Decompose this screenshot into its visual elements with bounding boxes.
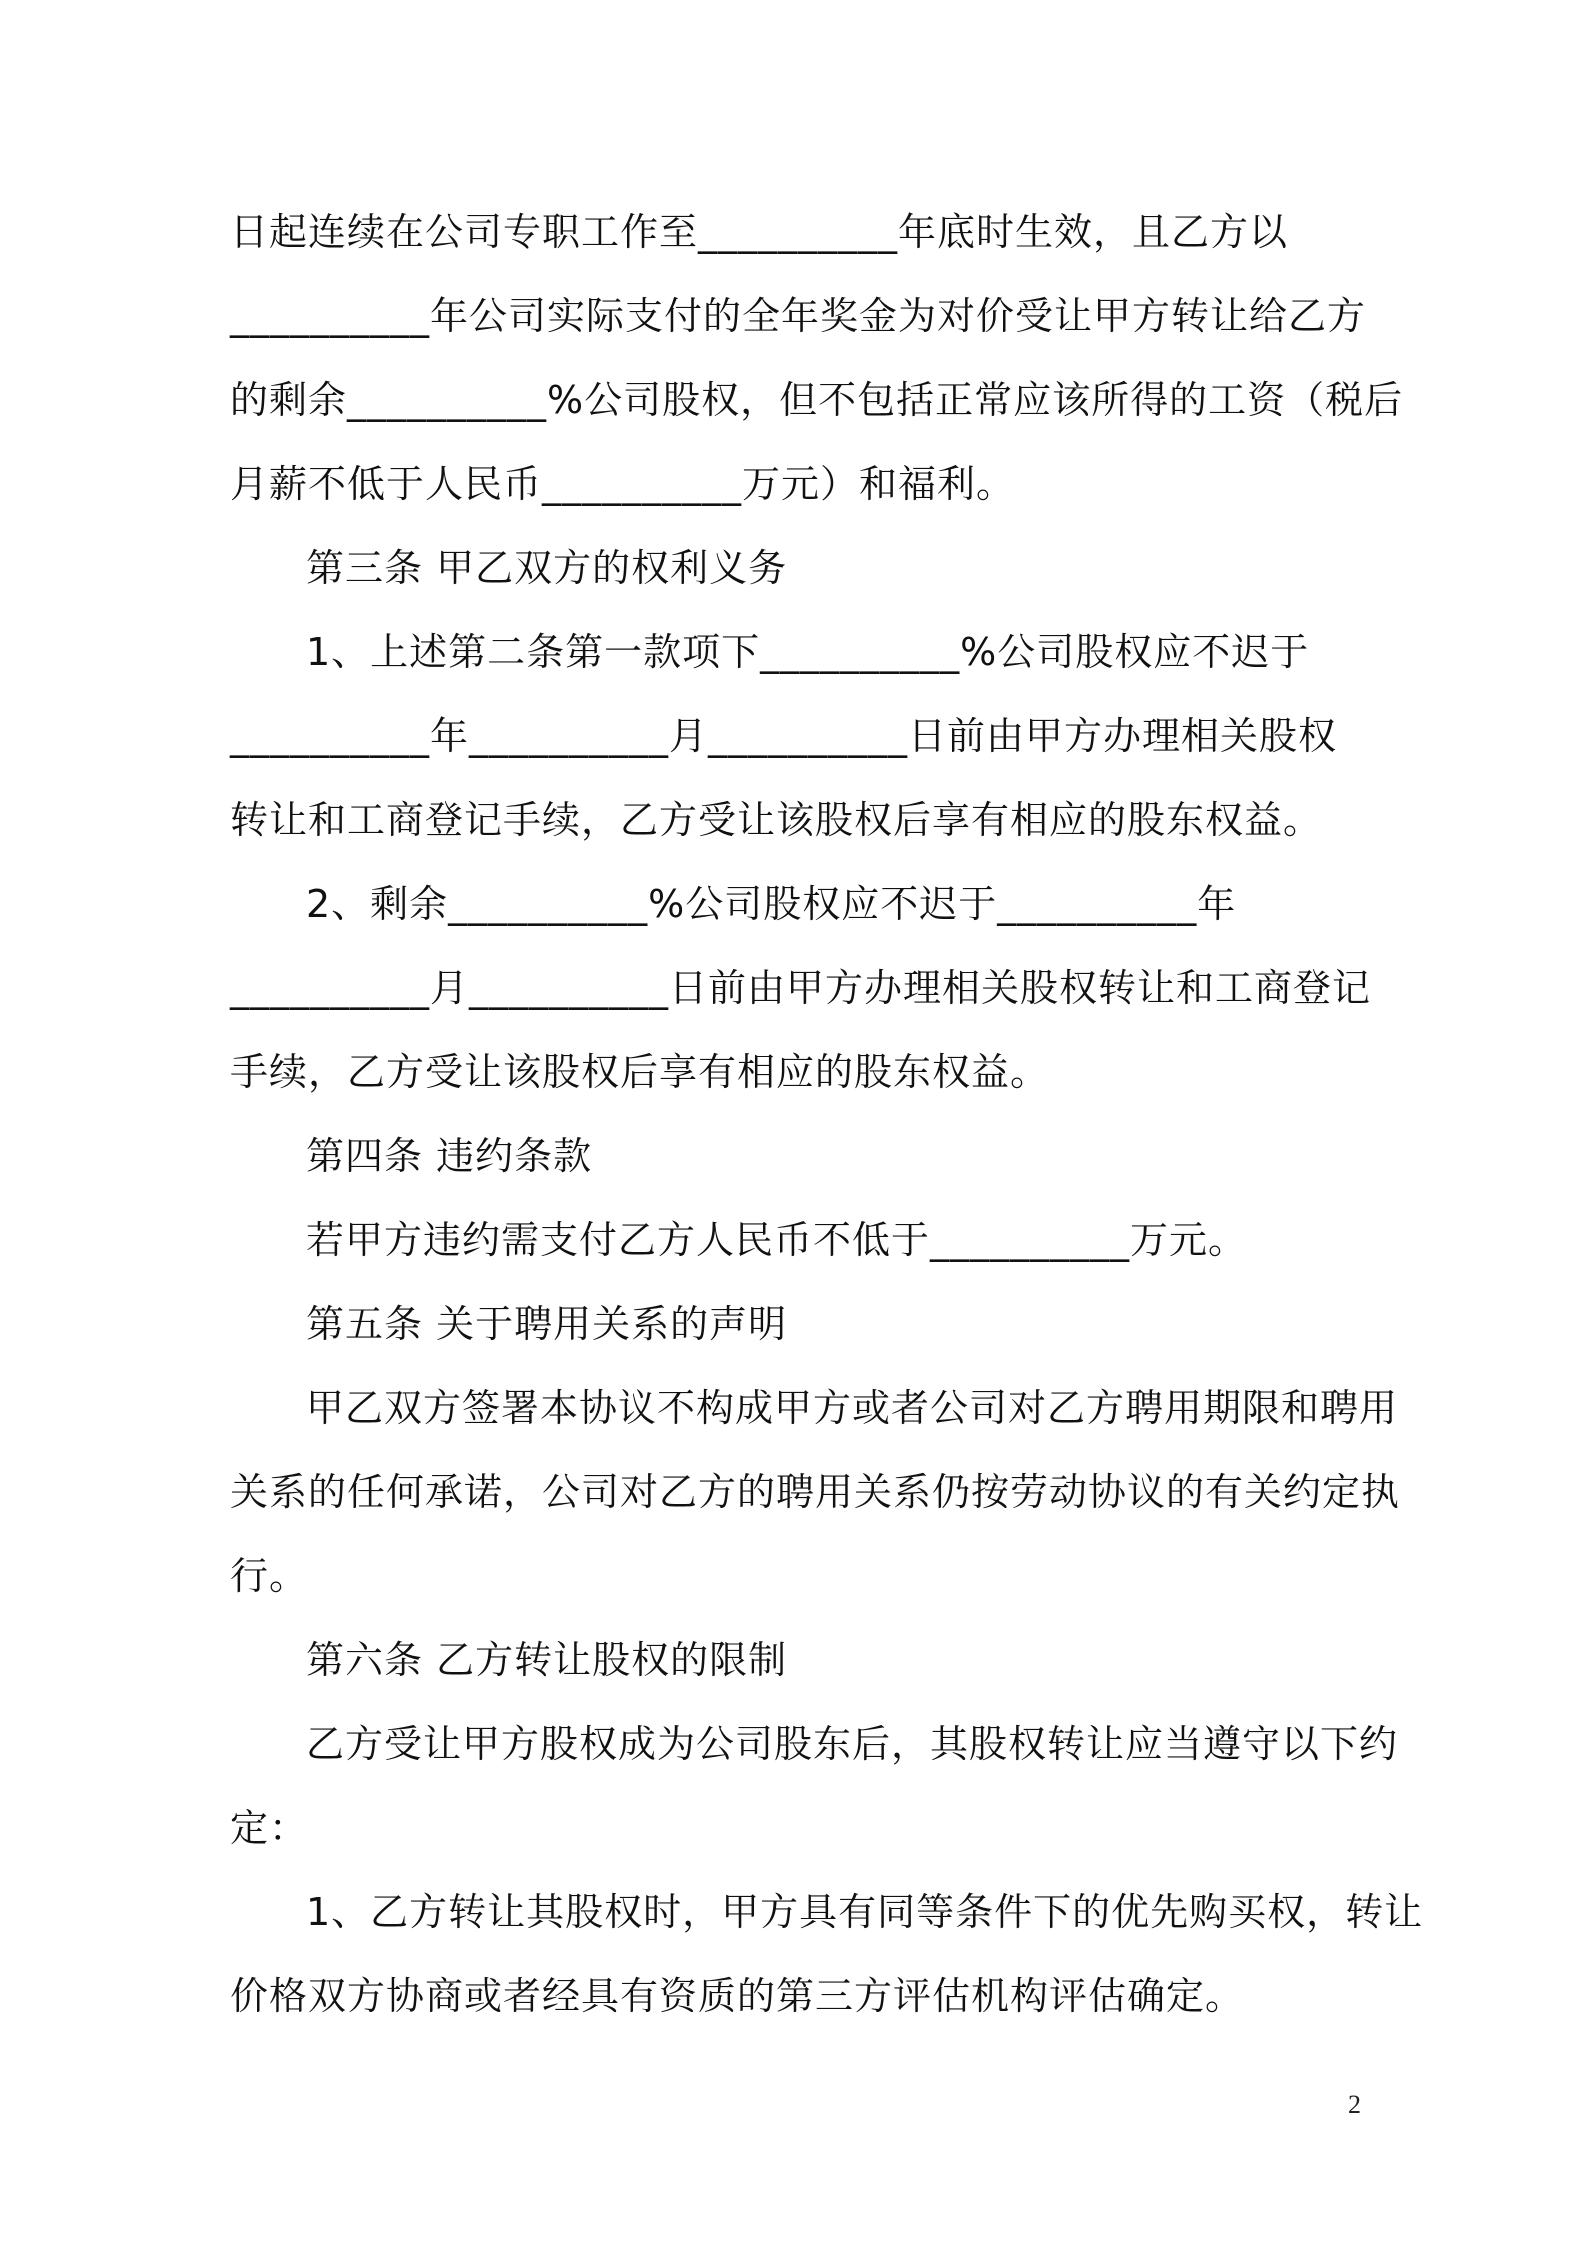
document-body <box>230 190 1424 2038</box>
text-line: __________年公司实际支付的全年奖金为对价受让甲方转让给乙方 <box>230 294 1367 338</box>
text-line: 1、上述第二条第一款项下__________%公司股权应不迟于 <box>306 630 1310 674</box>
text-line: 1、乙方转让其股权时，甲方具有同等条件下的优先购买权，转让 <box>306 1890 1424 1934</box>
article-4-heading: 第四条 违约条款 <box>306 1134 593 1178</box>
article-3-heading: 第三条 甲乙双方的权利义务 <box>306 546 788 590</box>
page-number: 2 <box>1348 2090 1361 2119</box>
text-line: 价格双方协商或者经具有资质的第三方评估机构评估确定。 <box>230 1974 1245 2018</box>
text-line: 转让和工商登记手续，乙方受让该股权后享有相应的股东权益。 <box>230 798 1323 842</box>
text-line: 的剩余__________%公司股权，但不包括正常应该所得的工资（税后 <box>230 378 1404 422</box>
text-line: 日起连续在公司专职工作至__________年底时生效，且乙方以 <box>230 210 1289 254</box>
text-line: 手续，乙方受让该股权后享有相应的股东权益。 <box>230 1050 1050 1094</box>
text-line: 关系的任何承诺，公司对乙方的聘用关系仍按劳动协议的有关约定执 <box>230 1470 1401 1514</box>
text-line: 甲乙双方签署本协议不构成甲方或者公司对乙方聘用期限和聘用 <box>306 1386 1399 1430</box>
text-line: 乙方受让甲方股权成为公司股东后，其股权转让应当遵守以下约 <box>306 1722 1399 1766</box>
text-line: 定： <box>230 1806 309 1850</box>
text-line: 2、剩余__________%公司股权应不迟于__________年 <box>306 882 1237 926</box>
text-line: 月薪不低于人民币__________万元）和福利。 <box>230 462 1016 506</box>
text-line: __________年__________月__________日前由甲方办理相关股权 <box>230 714 1338 758</box>
article-5-heading: 第五条 关于聘用关系的声明 <box>306 1302 788 1346</box>
article-6-heading: 第六条 乙方转让股权的限制 <box>306 1638 788 1682</box>
text-line: 若甲方违约需支付乙方人民币不低于__________万元。 <box>306 1218 1248 1262</box>
text-line: 行。 <box>230 1554 309 1598</box>
text-line: __________月__________日前由甲方办理相关股权转让和工商登记 <box>230 966 1372 1010</box>
